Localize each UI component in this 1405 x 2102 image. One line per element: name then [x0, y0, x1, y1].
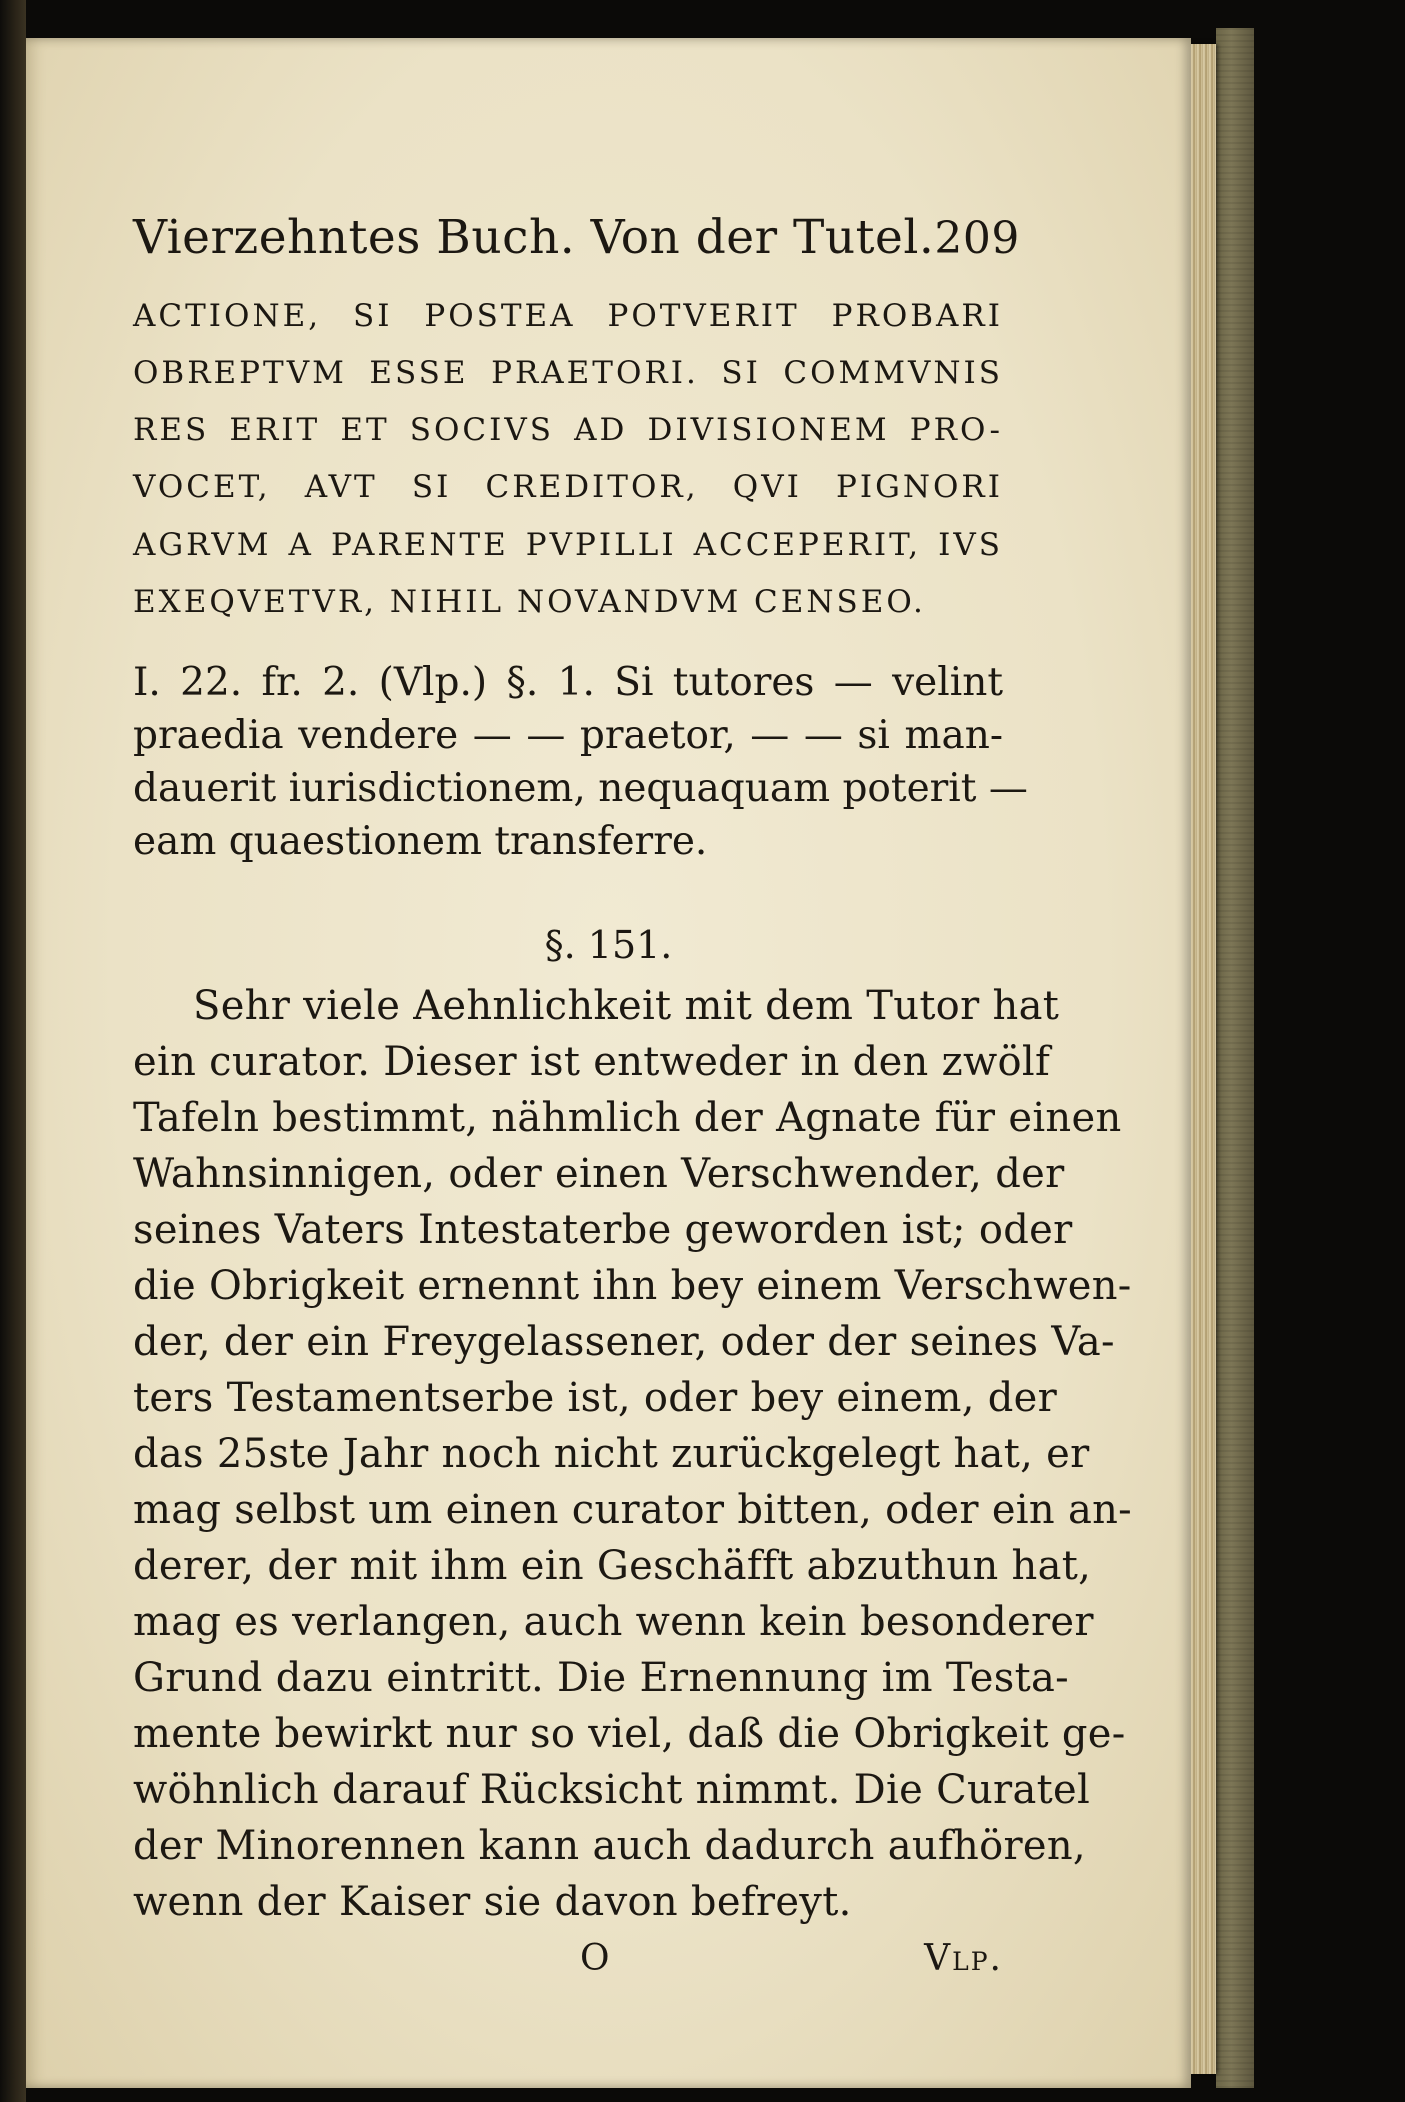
running-title: Vierzehntes Buch. Von der Tutel.	[133, 210, 935, 265]
body-line: derer, der mit ihm ein Geschäfft abzuthun hat,	[133, 1543, 1092, 1589]
body-line: der, der ein Freygelassener, oder der seines Va-	[133, 1319, 1115, 1365]
latin-caps-line: VOCET, AVT SI CREDITOR, QVI PIGNORI	[133, 469, 1003, 505]
body-line: die Obrigkeit ernennt ihn bey einem Verschwen-	[133, 1263, 1132, 1309]
body-line: Sehr viele Aehnlichkeit mit dem Tutor hat	[193, 983, 1060, 1029]
body-line: wöhnlich darauf Rücksicht nimmt. Die Curatel	[133, 1767, 1091, 1813]
body-line: ein curator. Dieser ist entweder in den zwölf	[133, 1039, 1051, 1085]
body-line: seines Vaters Intestaterbe geworden ist; oder	[133, 1207, 1073, 1253]
section-number: §. 151.	[544, 923, 673, 967]
body-line: mag es verlangen, auch wenn kein besonderer	[133, 1599, 1094, 1645]
body-line: der Minorennen kann auch dadurch aufhören,	[133, 1823, 1086, 1869]
citation-line: dauerit iurisdictionem, nequaquam poterit —	[133, 766, 1028, 811]
book-page	[26, 38, 1191, 2088]
body-line: Wahnsinnigen, oder einen Verschwender, der	[133, 1151, 1065, 1197]
body-line: Grund dazu eintritt. Die Ernennung im Testa-	[133, 1655, 1069, 1701]
latin-caps-line: OBREPTVM ESSE PRAETORI. SI COMMVNIS	[133, 355, 1003, 391]
citation-line: I. 22. fr. 2. (Vlp.) §. 1. Si tutores — velint	[133, 660, 1003, 705]
latin-caps-line: EXEQVETVR, NIHIL NOVANDVM CENSEO.	[133, 584, 926, 620]
page-number: 209	[934, 213, 1020, 264]
body-line: mente bewirkt nur so viel, daß die Obrigkeit ge-	[133, 1711, 1126, 1757]
body-line: mag selbst um einen curator bitten, oder ein an-	[133, 1487, 1132, 1533]
body-line: das 25ste Jahr noch nicht zurückgelegt hat, er	[133, 1431, 1090, 1477]
citation-line: praedia vendere — — praetor, — — si man-	[133, 713, 1003, 758]
book-gutter	[0, 0, 26, 2102]
body-line: wenn der Kaiser sie davon befreyt.	[133, 1879, 852, 1925]
signature-mark: O	[580, 1938, 610, 1979]
citation-line: eam quaestionem transferre.	[133, 819, 708, 864]
book-cover-edge	[1216, 28, 1254, 2088]
latin-caps-line: RES ERIT ET SOCIVS AD DIVISIONEM PRO-	[133, 412, 1003, 448]
catchword: Vlp.	[924, 1938, 1003, 1979]
running-header	[133, 210, 1020, 265]
body-line: ters Testamentserbe ist, oder bey einem, der	[133, 1375, 1058, 1421]
latin-caps-line: AGRVM A PARENTE PVPILLI ACCEPERIT, IVS	[133, 527, 1003, 563]
latin-caps-line: ACTIONE, SI POSTEA POTVERIT PROBARI	[133, 298, 1003, 334]
body-line: Tafeln bestimmt, nähmlich der Agnate für einen	[133, 1095, 1122, 1141]
